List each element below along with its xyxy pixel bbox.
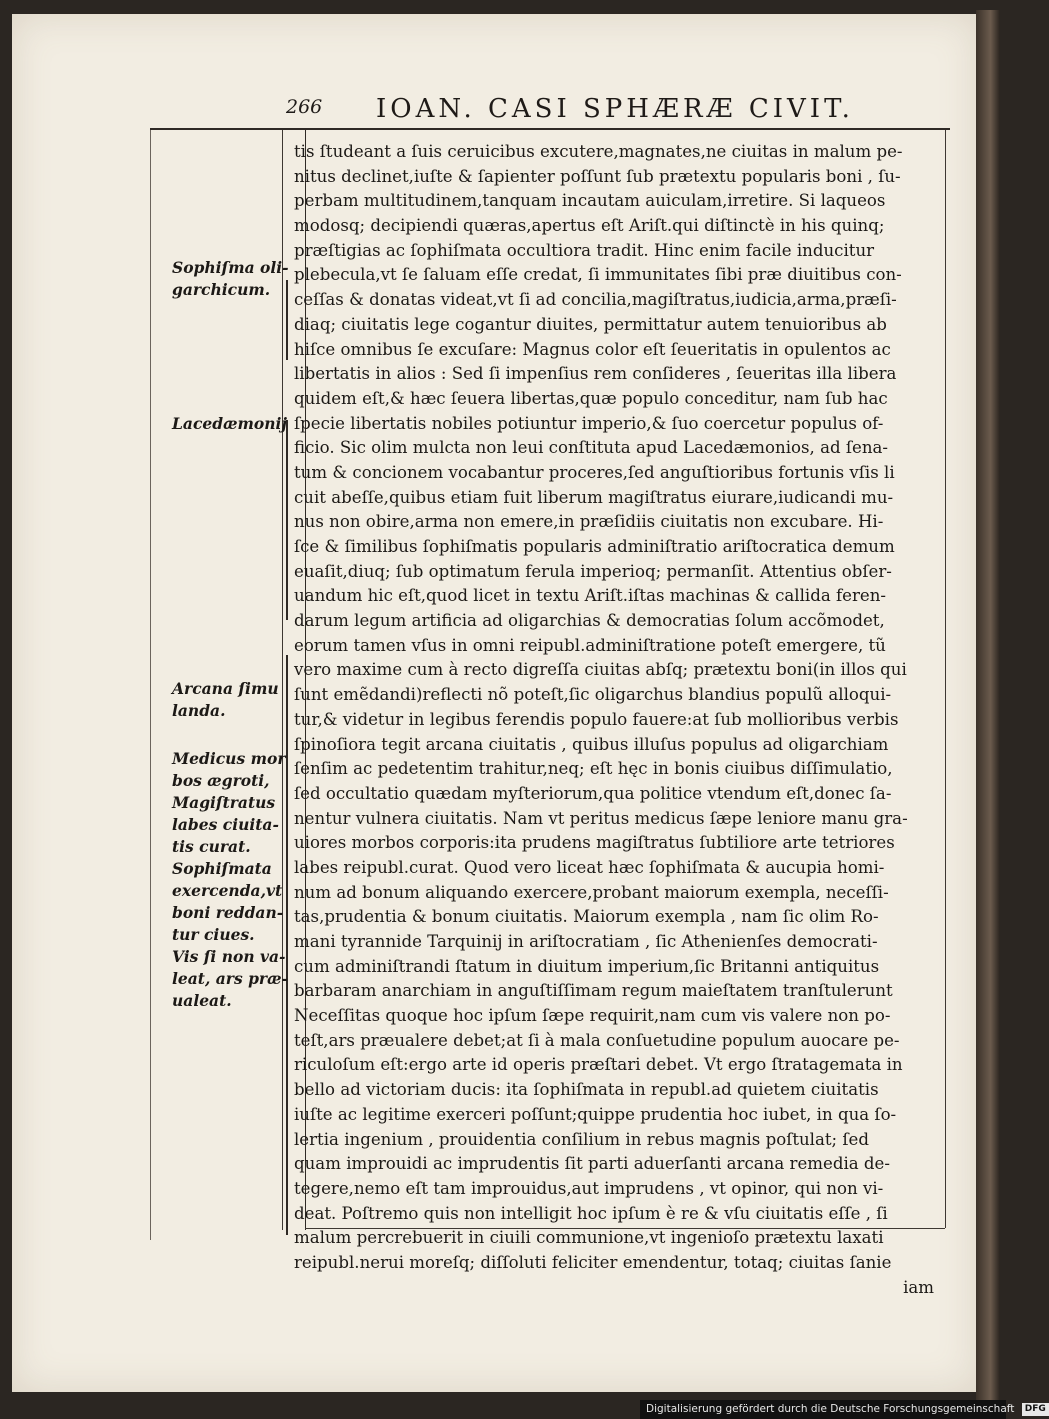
text-line: perbam multitudinem,tanquam incautam auiculam,irretire. Si laqueos [294, 191, 886, 211]
text-line: tegere,nemo eſt tam improuidus,aut imprudens , vt opinor, qui non vi- [294, 1178, 884, 1198]
margin-note-line: tis curat. [172, 837, 251, 856]
text-line: barbaram anarchiam in anguſtiſſimam regum maieſtatem tranſtulerunt [294, 981, 893, 1001]
text-line: iam [903, 1277, 934, 1297]
text-line: darum legum artificia ad oligarchias & democratias ſolum accõmodet, [294, 611, 885, 631]
margin-note-line: tur ciues. [172, 925, 255, 944]
text-line: nus non obire,arma non emere,in præſidiis ciuitatis non excubare. Hi- [294, 512, 884, 532]
text-line: ſunt emẽdandi)reflecti nõ poteſt,ſic oligarchus blandius populũ alloqui- [294, 685, 892, 705]
text-line: tis ſtudeant a ſuis ceruicibus excutere,magnates,ne ciuitas in malum pe- [294, 142, 903, 161]
text-line: nentur vulnera ciuitatis. Nam vt peritus medicus ſæpe leniore manu gra- [294, 808, 908, 828]
main-text-block [294, 140, 934, 1300]
text-line: modosq; decipiendi quæras,apertus eſt Ariſt.qui diſtinctè in his quinq; [294, 216, 885, 236]
folio-number: 266 [286, 96, 323, 118]
margin-note-line: garchicum. [172, 280, 271, 299]
text-line: cum adminiſtrandi ſtatum in diuitum imperium,ſic Britanni antiquitus [294, 956, 880, 976]
text-line: malum percrebuerit in ciuili communione,vt ingenioſo prætextu laxati [294, 1228, 884, 1248]
note-bracket [286, 420, 288, 620]
text-line: deat. Poſtremo quis non intelligit hoc ipſum è re & vſu ciuitatis eſſe , ſi [294, 1203, 888, 1223]
text-line: eorum tamen vſus in omni reipubl.adminiſtratione poteſt emergere, tũ [294, 635, 886, 655]
text-line: præſtigias ac ſophiſmata occultiora tradit. Hinc enim facile inducitur [294, 240, 875, 260]
text-line: nitus declinet,iuſte & ſapienter poſſunt ſub prætextu popularis boni , ſu- [294, 166, 901, 186]
text-line: uiores morbos corporis:ita prudens magiſtratus ſubtiliore arte tetriores [294, 833, 895, 853]
credit-text: Digitalisierung gefördert durch die Deutsche Forschungsgemeinschaft [646, 1403, 1015, 1415]
text-line: ſenſim ac pedetentim trahitur,neq; eſt hęc in bonis ciuibus diſſimulatio, [294, 759, 893, 779]
margin-note-line: Medicus mor [172, 749, 286, 768]
text-line: uandum hic eſt,quod licet in textu Ariſt.iſtas machinas & callida feren- [294, 586, 887, 606]
margin-note-line: boni reddan- [172, 903, 284, 922]
margin-note-line: leat, ars præ- [172, 969, 288, 988]
text-line: num ad bonum aliquando exercere,probant maiorum exempla, neceſſi- [294, 882, 889, 902]
text-line: ſce & ſimilibus ſophiſmatis popularis adminiſtratio ariſtocratica demum [294, 537, 895, 556]
margin-note-line: Arcana ſimu [172, 679, 279, 698]
text-line: diaq; ciuitatis lege cogantur diuites, permittatur autem tenuioribus ab [294, 314, 887, 334]
text-line: Neceſſitas quoque hoc ipſum ſæpe requirit,nam cum vis valere non po- [294, 1006, 891, 1026]
digitization-credit [640, 1400, 1046, 1419]
text-line: ficio. Sic olim mulcta non leui conſtituta apud Lacedæmonios, ad ſena- [294, 438, 889, 458]
margin-note-line: Lacedæmonij [172, 414, 288, 433]
running-title: IOAN. CASI SPHÆRÆ CIVIT. [376, 94, 854, 124]
text-line: ceſſas & donatas videat,vt ſi ad concilia,magiſtratus,iudicia,arma,præſi- [294, 290, 897, 310]
text-line: iuſte ac legitime exerceri poſſunt;quippe prudentia hoc iubet, in qua ſo- [294, 1104, 897, 1124]
margin-note [172, 257, 290, 301]
margin-note [172, 748, 290, 1012]
margin-note-line: Vis ſi non va- [172, 947, 286, 966]
text-line: labes reipubl.curat. Quod vero liceat hæc ſophiſmata & aucupia homi- [294, 857, 885, 877]
text-line: teſt,ars præualere debet;at ſi à mala conſuetudine populum auocare pe- [294, 1030, 900, 1050]
margin-note-line: exercenda,vt [172, 881, 283, 900]
header-rule [150, 128, 950, 130]
text-line: hiſce omnibus ſe excuſare: Magnus color eſt ſeueritatis in opulentos ac [294, 339, 891, 359]
text-line: ſed occultatio quædam myſteriorum,qua politice vtendum eſt,donec ſa- [294, 783, 892, 803]
text-line: lertia ingenium , prouidentia conſilium in rebus magnis poſtulat; ſed [294, 1129, 870, 1149]
text-line: vero maxime cum à recto digreſſa ciuitas abſq; prætextu boni(in illos qui [294, 660, 907, 680]
text-line: reipubl.nerui moreſq; diſſoluti feliciter emendentur, totaq; ciuitas ſanie [294, 1252, 892, 1272]
text-line: plebecula,vt ſe ſaluam eſſe credat, ſi immunitates ſibi præ diuitibus con- [294, 265, 902, 285]
text-line: bello ad victoriam ducis: ita ſophiſmata in republ.ad quietem ciuitatis [294, 1080, 879, 1100]
text-line: ſpinoſiora tegit arcana ciuitatis , quibus illuſus populus ad oligarchiam [294, 734, 889, 754]
margin-note-line: bos ægroti, [172, 771, 270, 790]
margin-note-line: labes ciuita- [172, 815, 279, 834]
margin-note-line: Sophiſma oli- [172, 258, 289, 277]
text-line: tum & concionem vocabantur proceres,ſed anguſtioribus fortunis vſis li [294, 462, 895, 482]
outer-margin-rule [150, 130, 151, 1240]
text-line: tas,prudentia & bonum ciuitatis. Maiorum exempla , nam ſic olim Ro- [294, 907, 879, 927]
text-line: ſpecie libertatis nobiles potiuntur imperio,& ſuo coercetur populus of- [294, 413, 884, 433]
text-line: riculoſum eſt:ergo arte id operis præſtari debet. Vt ergo ſtratagemata in [294, 1055, 903, 1075]
text-line: quidem eſt,& hæc ſeuera libertas,quæ populo conceditur, nam ſub hac [294, 388, 888, 408]
dfg-logo: DFG [1022, 1403, 1049, 1416]
text-line: mani tyrannide Tarquinij in ariſtocratiam , ſic Athenienſes democrati- [294, 932, 878, 951]
margin-note-line: Sophiſmata [172, 859, 272, 878]
text-line: cuit abeſſe,quibus etiam fuit liberum magiſtratus eiurare,iudicandi mu- [294, 487, 894, 507]
margin-note-line: ualeat. [172, 991, 232, 1010]
margin-note [172, 413, 290, 435]
book-binding-edge [976, 10, 1000, 1400]
right-column-rule [945, 130, 946, 1228]
margin-note [172, 678, 290, 722]
text-line: quam improuidi ac imprudentis ſit parti aduerſanti arcana remedia de- [294, 1154, 890, 1174]
margin-note-line: Magiſtratus [172, 793, 276, 812]
text-line: tur,& videtur in legibus ferendis populo fauere:at ſub mollioribus verbis [294, 709, 899, 729]
text-line: libertatis in alios : Sed ſi impenſius rem conſideres , ſeueritas illa libera [294, 364, 897, 384]
margin-note-line: landa. [172, 701, 226, 720]
text-line: euaſit,diuq; ſub optimatum ferula imperioq; permanſit. Attentius obſer- [294, 561, 892, 581]
page-header [286, 96, 946, 126]
